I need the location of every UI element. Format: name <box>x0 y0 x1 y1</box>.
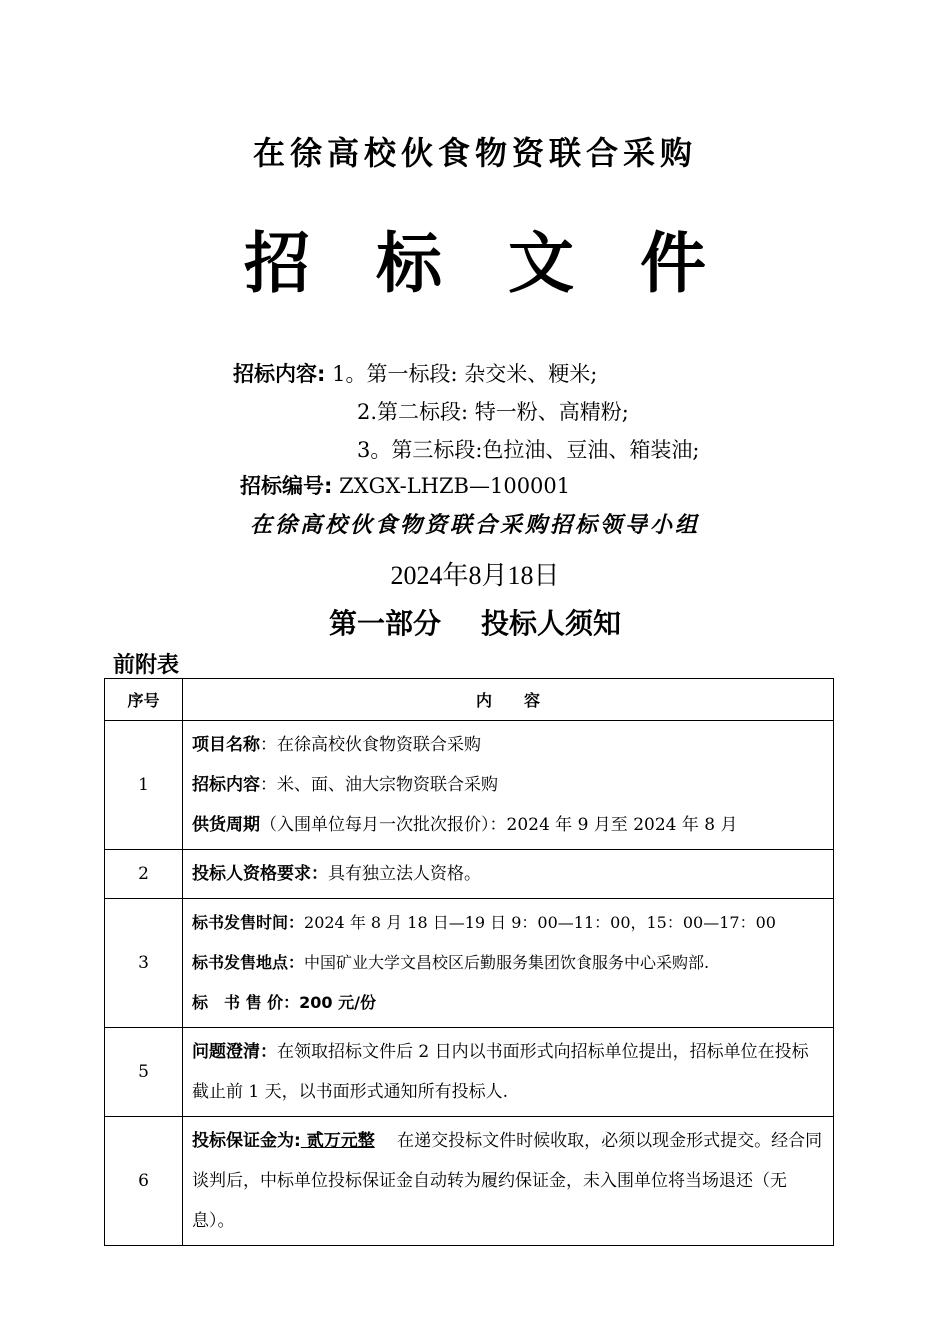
content-line <box>192 854 825 894</box>
field-value: ：米、面、油大宗物资联合采购 <box>260 775 498 795</box>
row-content <box>183 850 834 899</box>
field-label: 招标内容 <box>192 775 260 795</box>
row-number: 6 <box>105 1117 183 1246</box>
part-heading <box>0 602 950 642</box>
document-date: 2024年8月18日 <box>390 561 560 590</box>
heading-char-2: 标 <box>376 224 442 302</box>
annex-title: 前附表 <box>113 653 180 678</box>
content-line <box>192 725 825 765</box>
field-value: （入围单位每月一次批次报价）：2024 年 9 月至 2024 年 8 月 <box>260 815 738 835</box>
heading-char-3: 文 <box>508 224 574 302</box>
field-value: ：在徐高校伙食物资联合采购 <box>260 735 481 755</box>
table-row <box>105 899 834 1028</box>
heading-char-4: 件 <box>640 224 706 302</box>
table-row <box>105 850 834 899</box>
field-label: 标书发售地点： <box>192 953 305 972</box>
field-label: 投标人资格要求： <box>192 864 328 884</box>
field-value: 2024 年 8 月 18 日—19 日 9：00—11：00，15：00—17：00 <box>304 913 776 932</box>
field-label: 投标保证金为: <box>192 1131 301 1151</box>
table-header-row <box>105 679 834 721</box>
row-content <box>183 899 834 1028</box>
row-number: 2 <box>105 850 183 899</box>
tender-number-value: ZXGX-LHZB—100001 <box>332 474 571 498</box>
field-label: 标 书 售 价： <box>192 993 300 1012</box>
lot-2: 2.第二标段: 特一粉、高精粉; <box>357 400 629 424</box>
field-value: 中国矿业大学文昌校区后勤服务集团饮食服务中心采购部. <box>304 953 710 972</box>
row-content <box>183 1028 834 1117</box>
lot-3: 3。第三标段:色拉油、豆油、箱装油; <box>357 438 700 462</box>
row-number: 5 <box>105 1028 183 1117</box>
field-value: 在递交投标文件时候收取，必须以现金形式提交。经合同谈判后，中标单位投标保证金自动转为履约保证金，未入围单位将当场退还（无息）。 <box>192 1131 823 1231</box>
header-no: 序号 <box>105 679 183 721</box>
field-label: 问题澄清： <box>192 1042 277 1062</box>
tender-number-label: 招标编号: <box>240 474 333 498</box>
table-row <box>105 721 834 850</box>
document-type-heading <box>0 210 950 305</box>
heading-char-1: 招 <box>244 224 310 302</box>
table-row <box>105 1028 834 1117</box>
field-value: 200 元/份 <box>299 993 376 1012</box>
row-number: 3 <box>105 899 183 1028</box>
part-number: 第一部分 <box>328 607 441 640</box>
row-content <box>183 1117 834 1246</box>
row-number: 1 <box>105 721 183 850</box>
tender-content-label: 招标内容: <box>233 362 326 386</box>
row-content <box>183 721 834 850</box>
field-label: 标书发售时间： <box>192 913 305 932</box>
tender-content-line-1 <box>233 358 597 388</box>
document-title: 在徐高校伙食物资联合采购 <box>252 134 697 172</box>
annex-table <box>104 678 834 1246</box>
content-line <box>192 765 825 805</box>
tender-number-line <box>240 470 570 500</box>
field-value: 具有独立法人资格。 <box>328 864 481 884</box>
organizer: 在徐高校伙食物资联合采购招标领导小组 <box>249 512 700 538</box>
content-line <box>192 903 825 943</box>
field-label: 供货周期 <box>192 815 260 835</box>
content-line <box>192 805 825 845</box>
deposit-amount: 贰万元整 <box>300 1131 375 1151</box>
content-line <box>192 943 825 983</box>
part-title: 投标人须知 <box>481 607 622 640</box>
header-content: 内 容 <box>183 679 834 721</box>
content-line <box>192 983 825 1023</box>
field-value: 在领取招标文件后 2 日内以书面形式向招标单位提出，招标单位在投标截止前 1 天，以书面形式通知所有投标人. <box>192 1042 809 1102</box>
lot-1: 1。第一标段: 杂交米、粳米; <box>325 362 598 386</box>
table-row <box>105 1117 834 1246</box>
field-label: 项目名称 <box>192 735 260 755</box>
